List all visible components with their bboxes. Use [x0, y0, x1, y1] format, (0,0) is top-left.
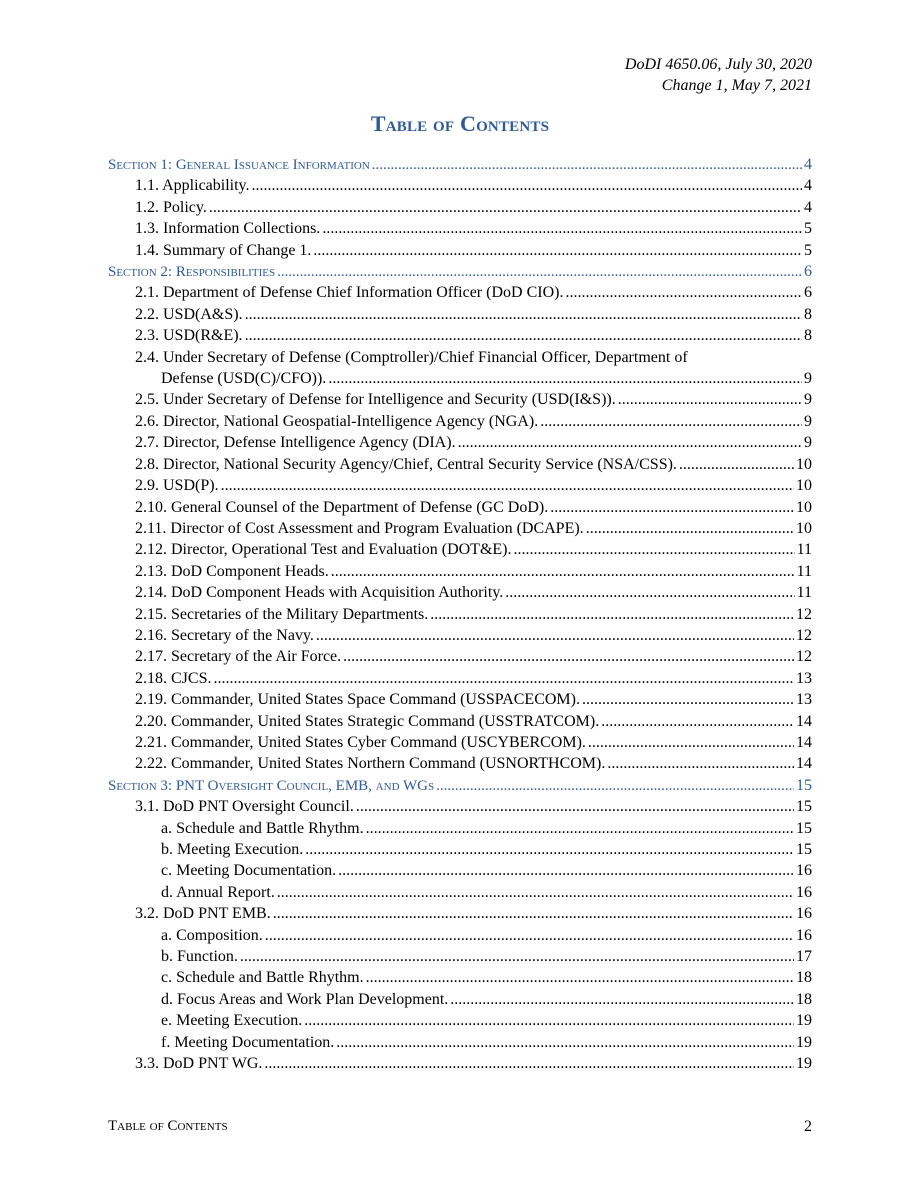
dot-leader — [366, 969, 794, 987]
toc-page-number: 9 — [804, 434, 812, 452]
toc-entry-label: a. Composition. — [161, 926, 263, 944]
toc-page-number: 19 — [796, 1055, 812, 1073]
page-title: Table of Contents — [370, 111, 550, 136]
toc-entry-label: 2.13. DoD Component Heads. — [135, 562, 329, 580]
toc-entry[interactable] — [108, 905, 812, 926]
dot-leader — [450, 991, 794, 1009]
dot-leader — [540, 413, 802, 431]
toc-entry[interactable] — [108, 242, 812, 263]
dot-leader — [313, 242, 802, 260]
toc-entry[interactable] — [108, 606, 812, 627]
toc-page-number: 16 — [796, 883, 812, 901]
toc-page-number: 14 — [796, 733, 812, 751]
dot-leader — [582, 691, 794, 709]
toc-entry[interactable] — [108, 969, 812, 990]
toc-entry[interactable] — [108, 499, 812, 520]
dot-leader — [550, 499, 794, 517]
toc-entry[interactable] — [108, 456, 812, 477]
toc-entry-label: a. Schedule and Battle Rhythm. — [161, 819, 364, 837]
toc-page-number: 16 — [796, 926, 812, 944]
toc-entry-label: 1.4. Summary of Change 1. — [135, 241, 312, 259]
dot-leader — [209, 199, 802, 217]
dot-leader — [316, 627, 794, 645]
toc-page-number: 19 — [796, 1033, 812, 1051]
toc-entry-label: Section 1: General Issuance Information — [108, 157, 370, 173]
toc-entry[interactable] — [108, 1012, 812, 1033]
dot-leader — [331, 563, 795, 581]
dot-leader — [430, 606, 794, 624]
dot-leader — [322, 220, 802, 238]
toc-section-entry[interactable] — [108, 156, 812, 177]
dot-leader — [343, 648, 794, 666]
toc-entry-label: 2.11. Director of Cost Assessment and Program Evaluation (DCAPE). — [135, 519, 584, 537]
toc-page-number: 13 — [796, 669, 812, 687]
toc-page-number: 16 — [796, 905, 812, 923]
toc-entry-label: b. Function. — [161, 948, 238, 966]
dot-leader — [436, 778, 794, 795]
page-footer — [108, 1118, 812, 1136]
toc-entry-label: 2.18. CJCS. — [135, 669, 212, 687]
toc-entry-label: f. Meeting Documentation. — [161, 1033, 335, 1051]
toc-page-number: 15 — [796, 841, 812, 858]
toc-entry[interactable] — [108, 306, 812, 327]
dot-leader — [458, 434, 802, 452]
toc-page-number: 11 — [796, 584, 812, 602]
toc-page-number: 18 — [796, 969, 812, 987]
toc-entry[interactable] — [108, 862, 812, 883]
toc-entry[interactable] — [108, 413, 812, 434]
dot-leader — [514, 541, 795, 559]
toc-entry[interactable] — [108, 391, 812, 412]
toc-entry-label: 1.2. Policy. — [135, 198, 207, 216]
toc-entry[interactable] — [108, 948, 812, 969]
dot-leader — [618, 391, 802, 409]
dot-leader — [679, 456, 794, 474]
toc-entry[interactable] — [108, 1034, 812, 1055]
dot-leader — [264, 1055, 794, 1073]
toc-entry[interactable] — [108, 370, 812, 391]
toc-page-number: 4 — [804, 198, 812, 216]
toc-entry-label: 2.2. USD(A&S). — [135, 305, 243, 323]
toc-entry-label: 3.3. DoD PNT WG. — [135, 1055, 263, 1073]
toc-entry-heading[interactable]: 2.4. Under Secretary of Defense (Comptroller)/Chief Financial Officer, Department of — [135, 348, 688, 366]
toc-entry-label: 2.6. Director, National Geospatial-Intelligence Agency (NGA). — [135, 412, 539, 430]
toc-entry[interactable] — [108, 991, 812, 1012]
toc-page-number: 6 — [804, 284, 812, 302]
toc-page-number: 10 — [796, 477, 812, 495]
toc-entry-label: 2.12. Director, Operational Test and Evaluation (DOT&E). — [135, 541, 512, 559]
toc-entry[interactable] — [108, 734, 812, 755]
toc-page-number: 12 — [796, 626, 812, 644]
toc-entry-label: 2.5. Under Secretary of Defense for Intelligence and Security (USD(I&S)). — [135, 391, 616, 409]
dot-leader — [265, 927, 794, 945]
toc-page-number: 12 — [796, 648, 812, 666]
toc-page-number: 8 — [804, 327, 812, 345]
toc-page-number: 19 — [796, 1012, 812, 1030]
toc-entry[interactable] — [108, 584, 812, 605]
toc-entry[interactable] — [108, 199, 812, 220]
toc-entry-label: 2.9. USD(P). — [135, 477, 219, 495]
toc-page-number: 9 — [804, 391, 812, 409]
dot-leader — [273, 905, 794, 923]
toc-entry-label: 2.1. Department of Defense Chief Information Officer (DoD CIO). — [135, 284, 564, 302]
toc-entry-label: 2.17. Secretary of the Air Force. — [135, 648, 342, 666]
toc-entry-label: 2.3. USD(R&E). — [135, 327, 243, 345]
toc-entry-label: 1.3. Information Collections. — [135, 220, 321, 238]
dot-leader — [252, 177, 802, 195]
toc-entry-label: 3.1. DoD PNT Oversight Council. — [135, 798, 354, 816]
toc-page-number: 5 — [804, 220, 812, 238]
toc-page-number: 9 — [804, 412, 812, 430]
toc-entry[interactable] — [108, 520, 812, 541]
dot-leader — [245, 327, 802, 345]
toc-entry[interactable] — [108, 713, 812, 734]
toc-entry[interactable] — [108, 220, 812, 241]
toc-entry[interactable] — [108, 284, 812, 305]
toc-page-number: 10 — [796, 455, 812, 473]
toc-entry-label: b. Meeting Execution. — [161, 841, 304, 858]
toc-entry[interactable] — [108, 691, 812, 712]
toc-entry-label: Section 2: Responsibilities — [108, 264, 276, 281]
dot-leader — [586, 520, 794, 538]
toc-section-entry[interactable] — [108, 777, 812, 798]
toc-entry[interactable] — [108, 841, 812, 862]
dot-leader — [328, 370, 802, 388]
toc-entry[interactable] — [108, 434, 812, 455]
toc-page-number: 11 — [796, 541, 812, 559]
toc-entry-label: 2.21. Commander, United States Cyber Command (USCYBERCOM). — [135, 733, 586, 751]
dot-leader — [277, 884, 794, 902]
toc-entry[interactable] — [108, 1055, 812, 1076]
toc-entry-label: 2.22. Commander, United States Northern Command (USNORTHCOM). — [135, 755, 606, 773]
footer-title: Table of Contents — [108, 1118, 228, 1134]
toc-page-number: 5 — [804, 241, 812, 259]
toc-page-number: 11 — [796, 562, 812, 580]
dot-leader — [505, 584, 794, 602]
toc-entry-label: c. Schedule and Battle Rhythm. — [161, 969, 364, 987]
toc-entry-label: 2.8. Director, National Security Agency/Chief, Central Security Service (NSA/CSS). — [135, 455, 677, 473]
toc-entry-label: e. Meeting Execution. — [161, 1012, 303, 1030]
toc-entry-label: d. Focus Areas and Work Plan Development. — [161, 990, 449, 1008]
toc-entry[interactable] — [108, 820, 812, 841]
toc-entry[interactable] — [108, 648, 812, 669]
dot-leader — [221, 477, 794, 495]
toc-entry-label: 2.16. Secretary of the Navy. — [135, 626, 314, 644]
toc-page-number: 15 — [796, 798, 812, 816]
dot-leader — [565, 284, 802, 302]
toc-page-number: 18 — [796, 990, 812, 1008]
toc-page-number: 4 — [804, 177, 812, 195]
toc-entry-label: 2.14. DoD Component Heads with Acquisition Authority. — [135, 584, 504, 602]
dot-leader — [372, 157, 802, 174]
dot-leader — [366, 820, 794, 838]
toc-page-number: 15 — [796, 776, 812, 794]
toc-entry[interactable] — [108, 563, 812, 584]
toc-entry-label: 1.1. Applicability. — [135, 177, 250, 195]
toc-page-number: 8 — [804, 305, 812, 323]
toc-entry[interactable] — [108, 541, 812, 562]
dot-leader — [305, 841, 794, 859]
toc-entry[interactable] — [108, 798, 812, 819]
toc-page-number: 13 — [796, 691, 812, 709]
dot-leader — [356, 798, 794, 816]
header-change: Change 1, May 7, 2021 — [661, 77, 812, 94]
toc-page-number: 17 — [796, 948, 812, 966]
table-of-contents — [108, 156, 812, 1076]
toc-section-entry[interactable] — [108, 263, 812, 284]
toc-entry[interactable] — [108, 927, 812, 948]
toc-entry-label: 2.19. Commander, United States Space Command (USSPACECOM). — [135, 691, 580, 709]
dot-leader — [588, 734, 794, 752]
toc-page-number: 16 — [796, 862, 812, 880]
toc-page-number: 9 — [804, 370, 812, 388]
toc-entry-label: d. Annual Report. — [161, 883, 275, 901]
footer-page-number: 2 — [804, 1118, 812, 1135]
dot-leader — [240, 948, 794, 966]
toc-entry[interactable] — [108, 755, 812, 776]
dot-leader — [607, 755, 794, 773]
document-header — [625, 54, 812, 96]
toc-entry-label: Defense (USD(C)/CFO)). — [161, 370, 327, 388]
toc-entry[interactable] — [108, 177, 812, 198]
toc-entry-label: 3.2. DoD PNT EMB. — [135, 905, 271, 923]
dot-leader — [336, 1034, 794, 1052]
toc-entry[interactable] — [108, 670, 812, 691]
toc-entry[interactable] — [108, 477, 812, 498]
toc-entry[interactable] — [108, 327, 812, 348]
toc-page-number: 4 — [804, 156, 812, 173]
dot-leader — [304, 1012, 794, 1030]
dot-leader — [245, 306, 802, 324]
toc-page-number: 14 — [796, 755, 812, 773]
toc-page-number: 15 — [796, 819, 812, 837]
toc-entry-label: Section 3: PNT Oversight Council, EMB, and WGs — [108, 777, 435, 794]
toc-entry-label: c. Meeting Documentation. — [161, 862, 337, 880]
dot-leader — [601, 713, 794, 731]
toc-entry[interactable] — [108, 884, 812, 905]
toc-page-number: 12 — [796, 605, 812, 623]
dot-leader — [213, 670, 794, 688]
toc-page-number: 14 — [796, 712, 812, 730]
toc-entry-label: 2.15. Secretaries of the Military Departments. — [135, 605, 429, 623]
toc-entry[interactable] — [108, 627, 812, 648]
toc-page-number: 10 — [796, 519, 812, 537]
header-doc-id: DoDI 4650.06, July 30, 2020 — [624, 56, 812, 73]
toc-page-number: 6 — [804, 263, 812, 281]
toc-entry-label: 2.20. Commander, United States Strategic Command (USSTRATCOM). — [135, 712, 600, 730]
toc-entry-label: 2.10. General Counsel of the Department of Defense (GC DoD). — [135, 498, 549, 516]
dot-leader — [338, 862, 794, 880]
dot-leader — [277, 264, 802, 281]
toc-page-number: 10 — [796, 498, 812, 516]
toc-entry-label: 2.7. Director, Defense Intelligence Agency (DIA). — [135, 434, 456, 452]
